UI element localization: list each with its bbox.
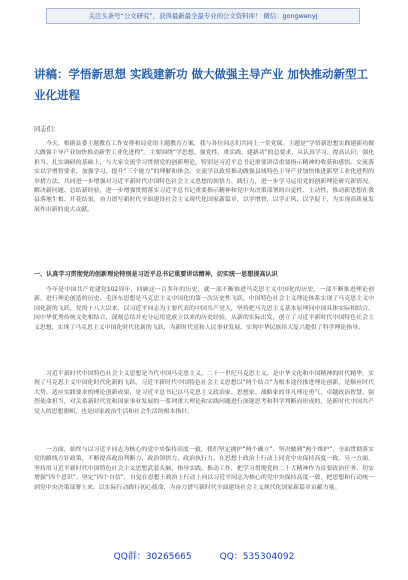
- body-paragraph-3: 习近平新时代中国特色社会主义思想是当代中国马克思主义、二十一世纪马克思主义，是中华文化和中国精神的时代精华，实现了马克思主义中国化时代化新的飞跃。习近平新时代中国特色社会主义思想以“两个结合”为根本途径推进理论创新，是顺应时代大势、适应实践要求的理论创新成果，是习近平总书记以马克思主义政治家、思想家、战略家的非凡理论勇气、卓越政治智慧、强烈使命担当，对关系新时代党和国家事业发展的一系列重大理论和实践问题进行深邃思考和科学判断而形成的，是新时代中国共产党人的思想旗帜，也是国家政治生活和社会生活的根本指针。: [34, 371, 374, 415]
- document-title: 讲稿：学悟新思想 实践建新功 做大做强主导产业 加快推动新型工业化进程: [34, 67, 369, 102]
- salutation: 同志们：: [34, 126, 60, 133]
- footer-qq-group: QQ群：30265665: [113, 552, 192, 562]
- footer-contact: [0, 550, 408, 564]
- body-paragraph-1: 今天，根据县委主题教育工作安排和局党组主题教育方案，我与各位同志们共同上一堂党课。主题是“学悟新思想实践建新功做大做强主导产业加快推动新型工业化进程”。主要围绕“学思想、强党性、重实践、建新功”的总要求，从认真学习、提高认识、强化担当、扎实调研的基础上，与大家交流学习贯彻党的创新理论，特别是习近平总书记重要讲话重要指示精神的收获和感悟。交流落实以学增智要求，加强学习、提升“三个能力”的理解和体会。交流学以致用推动做强县域特色主导产业加快推进新型工业化进程的举措方法，共同进一步增强对习近平新时代中国特色社会主义思想的领悟力、践行力，进一步学习运用党的创新理论研究新情况、解决新问题、总结新经验，进一步增强贯彻落实习近平总书记重要指示精神和党中央决策部署的自觉性、主动性，推动新思想在我县落地生根、开花结果，奋力谱写新时代全面建设社会主义现代化国家新篇章，以学增智，以学正风，以学促干，为实现高质量发展作出新的更大贡献。: [34, 141, 374, 213]
- body-paragraph-4: 一方面，始终与以习近平同志为核心的党中央保持高度一致，我们坚定拥护“两个确立”、坚决做到“两个维护”，全面贯彻落实党的路线方针政策，不断提高政治判断力、政治领悟力、政治执行力，在思想上政治上行动上同党中央保持高度一致。另一方面，坚持用习近平新时代中国特色社会主义思想武装头脑、指导实践、推动工作，把学习贯彻党的二十大精神作为首要政治任务，切实增强“四个意识”、坚定“四个自信”，自觉在思想上政治上行动上同以习近平同志为核心的党中央保持高度一致，把思想和行动统一到党中央决策部署上来，以实际行动践行初心使命，为奋力谱写新时代全面建设社会主义现代化国家新篇章贡献力量。: [34, 447, 374, 491]
- promo-banner: [46, 8, 360, 24]
- section-heading: 一、认真学习贯彻党的创新理论特别是习近平总书记重要讲话精神，切实统一思想提高认识: [34, 271, 278, 278]
- promo-banner-text: 关注头条号“公文研究”，获得最新最全最专业的公文资料库！ 微信：gongwenyj: [88, 12, 318, 20]
- footer-qq: QQ：535304092: [219, 552, 295, 562]
- body-paragraph-2: 今年是中国共产党建党102周年，回顾这一百多年的历史，就一部不断推进马克思主义中国化的历史，一部不断推进理论创新、进行理论创造的历史，毛泽东思想是马克思主义中国化的第一次历史性飞跃，中国特色社会主义理论体系实现了马克思主义中国化新的飞跃，党的十八大以来，以习近平同志为主要代表的中国共产党人，坚持把马克思主义基本原理同中国具体实际相结合、同中华优秀传统文化相结合，深刻总结并充分运用党成立以来的历史经验，从新的实际出发，创立了习近平新时代中国特色社会主义思想，实现了马克思主义中国化时代化新的飞跃，为新时代党和人民事业发展、实现中华民族伟大复兴提供了科学理论指导。: [34, 287, 374, 331]
